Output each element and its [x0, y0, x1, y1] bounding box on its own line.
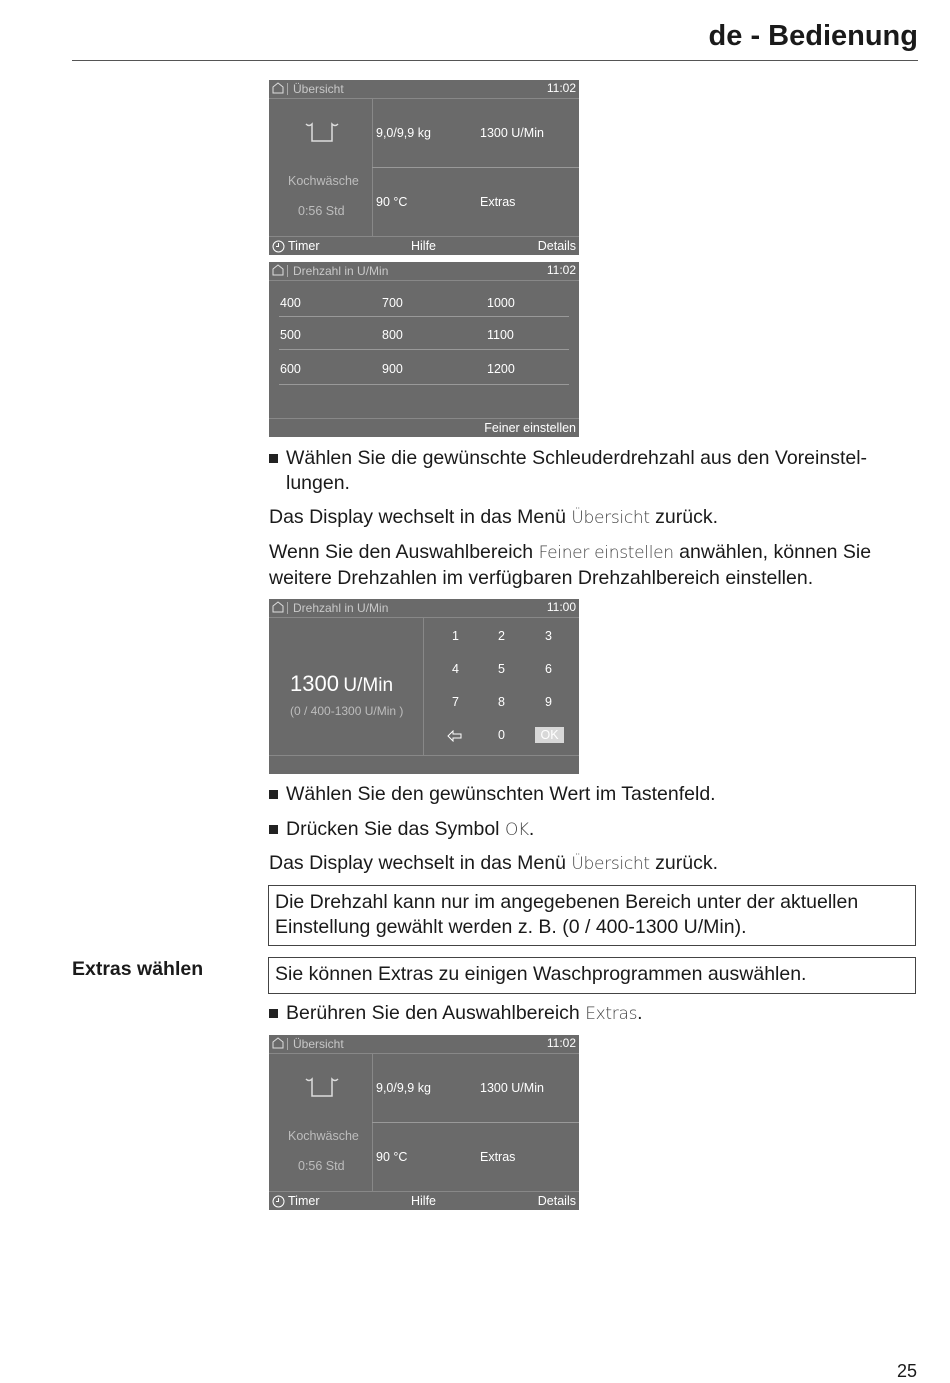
text: .: [637, 1002, 643, 1024]
text: zurück.: [649, 506, 719, 528]
speed-option[interactable]: 500: [280, 328, 301, 342]
key-9[interactable]: 9: [545, 695, 552, 709]
speed-option[interactable]: 400: [280, 296, 301, 310]
value-number: 1300: [290, 671, 339, 696]
note-box: Sie können Extras zu einigen Waschprogrammen auswählen.: [268, 957, 916, 994]
text: Wenn Sie den Auswahlbereich: [269, 541, 539, 563]
entered-value: [290, 671, 393, 697]
screen-overview-1: [269, 80, 579, 255]
extras-value[interactable]: Extras: [480, 1150, 516, 1164]
screen-time: 11:02: [546, 263, 576, 277]
divider: [372, 167, 579, 168]
text: Das Display wechselt in das Menü: [269, 506, 572, 528]
instruction-text: [286, 1001, 919, 1027]
program-duration: 0:56 Std: [298, 1159, 345, 1173]
help-button[interactable]: Hilfe: [411, 1194, 437, 1208]
temperature-value[interactable]: 90 °C: [376, 195, 408, 209]
screen-time: 11:00: [546, 600, 576, 614]
instruction-step: [269, 817, 919, 843]
header-separator: [287, 602, 288, 614]
text: Drücken Sie das Symbol: [286, 818, 505, 840]
bullet-square-icon: [269, 790, 278, 799]
paragraph: [269, 505, 919, 531]
key-7[interactable]: 7: [452, 695, 459, 709]
screen-title: Übersicht: [293, 82, 344, 96]
screen-footer: [269, 236, 579, 255]
speed-option[interactable]: 1100: [487, 328, 514, 342]
value-unit: U/Min: [343, 675, 394, 696]
header-divider: [72, 60, 918, 61]
screen-title: Drehzahl in U/Min: [293, 601, 389, 615]
display-term: OK: [504, 820, 529, 840]
key-2[interactable]: 2: [498, 629, 505, 643]
divider: [423, 617, 424, 755]
header-separator: [287, 265, 288, 277]
text: Das Display wechselt in das Menü: [269, 852, 572, 874]
program-name[interactable]: Kochwäsche: [288, 1129, 359, 1143]
screen-time: 11:02: [546, 81, 576, 95]
screen-time: 11:02: [546, 1036, 576, 1050]
section-heading: Extras wählen: [72, 958, 204, 980]
instruction-text: Wählen Sie den gewünschten Wert im Tastenfeld.: [286, 783, 716, 805]
bullet-square-icon: [269, 454, 278, 463]
wash-tub-icon: [305, 1077, 339, 1099]
extras-value[interactable]: Extras: [480, 195, 516, 209]
display-term: Übersicht: [571, 508, 650, 528]
instruction-text: [286, 817, 919, 843]
home-icon: [272, 1037, 284, 1049]
value-range: (0 / 400-1300 U/Min ): [290, 704, 404, 718]
program-name[interactable]: Kochwäsche: [288, 174, 359, 188]
paragraph: [269, 540, 917, 591]
instruction-text: Wählen Sie die gewünschte Schleuderdrehzahl aus den Voreinstel-lungen.: [286, 447, 868, 494]
help-button[interactable]: Hilfe: [411, 239, 437, 253]
screen-title: Übersicht: [293, 1037, 344, 1051]
speed-option[interactable]: 1000: [487, 296, 515, 310]
home-icon: [272, 601, 284, 613]
text: anwählen, können Sie weitere Drehzahlen im verfügbaren Drehzahlbereich einstellen.: [269, 541, 872, 589]
speed-option[interactable]: 800: [382, 328, 403, 342]
speed-option[interactable]: 900: [382, 362, 403, 376]
screen-title: Drehzahl in U/Min: [293, 264, 389, 278]
display-term: Extras: [585, 1004, 638, 1024]
bullet-square-icon: [269, 825, 278, 834]
load-value[interactable]: 9,0/9,9 kg: [376, 126, 431, 140]
screen-footer: [269, 418, 579, 437]
screen-overview-2: [269, 1035, 579, 1210]
backspace-arrow-icon[interactable]: [447, 730, 463, 742]
load-value[interactable]: 9,0/9,9 kg: [376, 1081, 431, 1095]
speed-value[interactable]: 1300 U/Min: [480, 126, 544, 140]
key-3[interactable]: 3: [545, 629, 552, 643]
key-4[interactable]: 4: [452, 662, 459, 676]
bullet-square-icon: [269, 1009, 278, 1018]
instruction-step: [269, 1001, 919, 1027]
text: Berühren Sie den Auswahlbereich: [286, 1002, 586, 1024]
speed-option[interactable]: 700: [382, 296, 403, 310]
screen-header: [269, 1035, 579, 1054]
divider: [279, 384, 569, 385]
text: .: [528, 818, 535, 840]
key-6[interactable]: 6: [545, 662, 552, 676]
screen-keypad: [269, 599, 579, 774]
home-icon: [272, 82, 284, 94]
paragraph: [269, 851, 919, 877]
display-term: Feiner einstellen: [538, 543, 674, 563]
speed-option[interactable]: 600: [280, 362, 301, 376]
text: zurück.: [649, 852, 719, 874]
details-button[interactable]: Details: [537, 239, 576, 253]
home-icon: [272, 264, 284, 276]
page-header-title: de - Bedienung: [708, 20, 918, 52]
timer-button[interactable]: Timer: [288, 239, 320, 253]
screen-header: [269, 80, 579, 99]
divider: [372, 1122, 579, 1123]
instruction-step: [269, 446, 919, 496]
screen-footer: [269, 1191, 579, 1210]
divider: [279, 349, 569, 350]
display-term: Übersicht: [571, 854, 650, 874]
key-5[interactable]: 5: [498, 662, 505, 676]
header-separator: [287, 1038, 288, 1050]
speed-option[interactable]: 1200: [487, 362, 515, 376]
header-separator: [287, 83, 288, 95]
temperature-value[interactable]: 90 °C: [376, 1150, 408, 1164]
screen-speed-select: [269, 262, 579, 437]
key-8[interactable]: 8: [498, 695, 505, 709]
clock-icon: [272, 240, 285, 253]
divider: [269, 755, 579, 756]
instruction-step: [269, 782, 919, 807]
clock-icon: [272, 1195, 285, 1208]
page-number: 25: [896, 1361, 917, 1381]
note-box: Die Drehzahl kann nur im angegebenen Bereich unter der aktuellen Einstellung gewählt werden z. B. (0 / 400-1300 U/Min).: [268, 885, 916, 946]
key-1[interactable]: 1: [452, 629, 459, 643]
wash-tub-icon: [305, 122, 339, 144]
screen-header: [269, 262, 579, 281]
program-duration: 0:56 Std: [298, 204, 345, 218]
timer-button[interactable]: Timer: [288, 1194, 320, 1208]
details-button[interactable]: Details: [537, 1194, 576, 1208]
divider: [279, 316, 569, 317]
key-0[interactable]: 0: [498, 728, 505, 742]
ok-button[interactable]: OK: [535, 727, 564, 743]
fine-adjust-button[interactable]: Feiner einstellen: [484, 421, 576, 435]
speed-value[interactable]: 1300 U/Min: [480, 1081, 544, 1095]
screen-header: [269, 599, 579, 618]
